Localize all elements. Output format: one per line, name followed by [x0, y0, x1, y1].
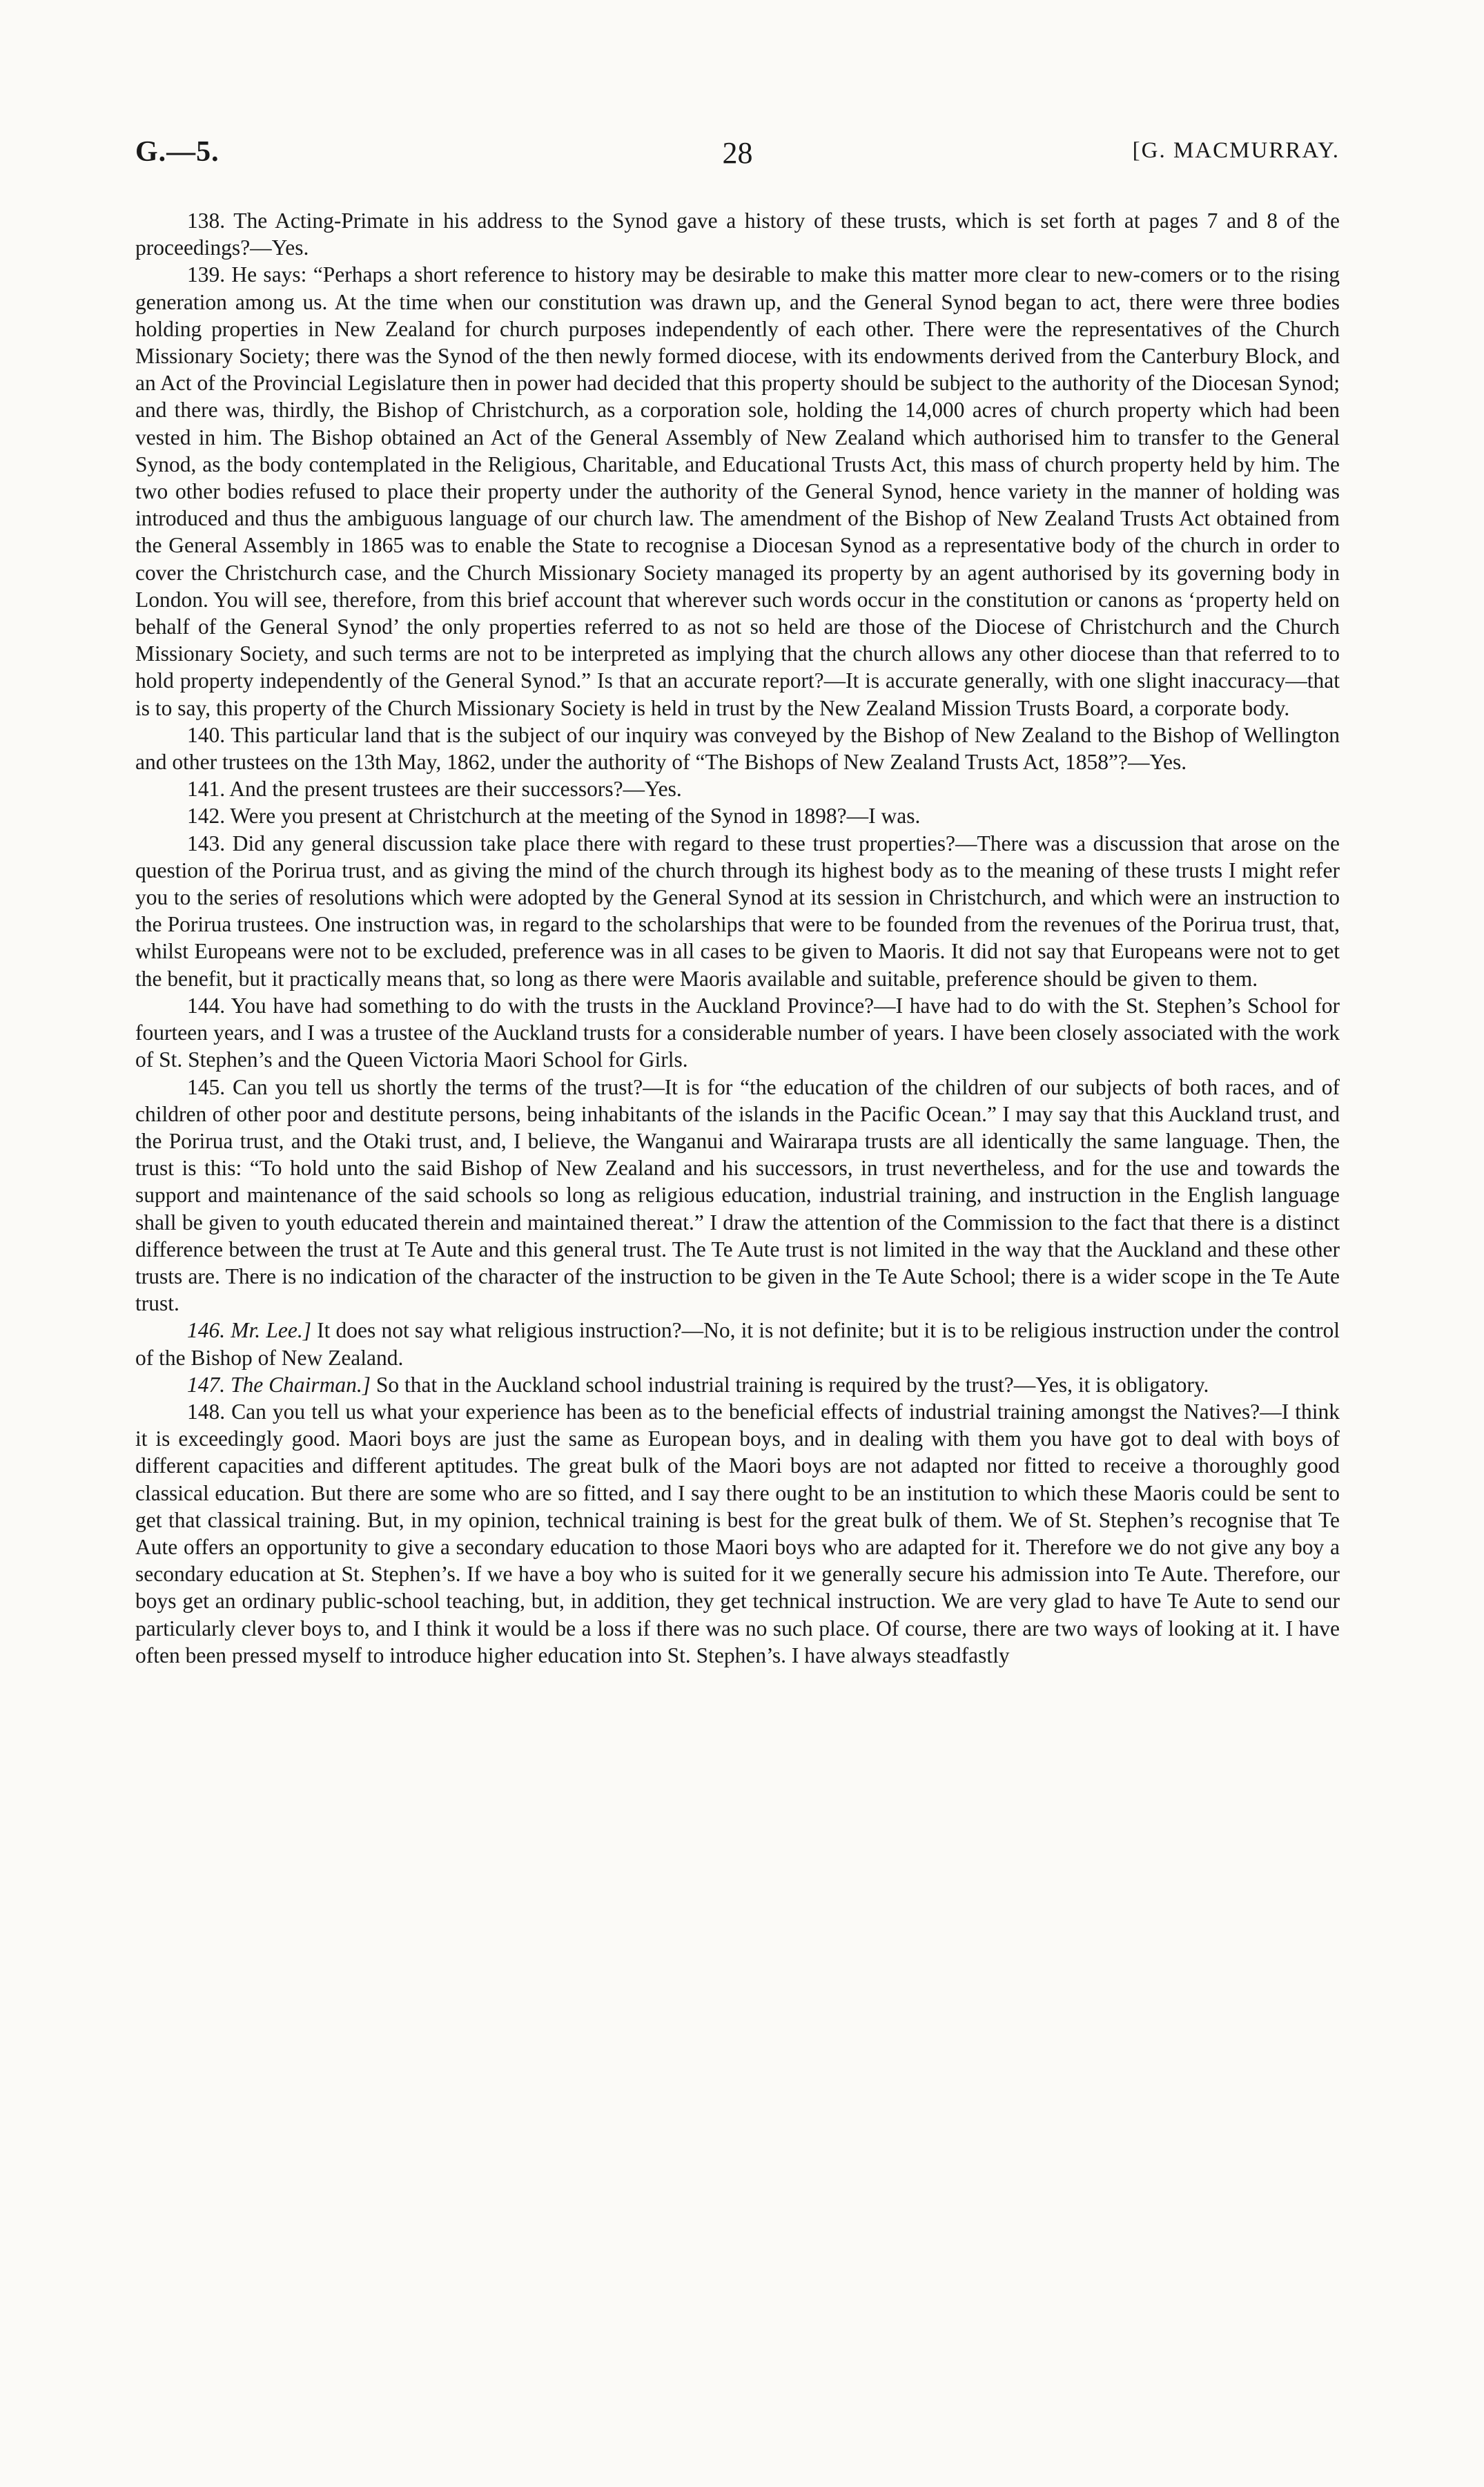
- paragraph-144: 144. You have had something to do with the trusts in the Auckland Province?—I have had to do with the St. Stephen’s School for fourteen years, and I was a trustee of the Auckland trusts for a considerable number of years. I have been closely associated with the work of St. Stephen’s and the Queen Victoria Maori School for Girls.: [135, 993, 1340, 1072]
- paragraph-139: 139. He says: “Perhaps a short reference to history may be desirable to make this matter more clear to new-comers or to the rising generation among us. At the time when our constitution was drawn up, and the General Synod began to act, there were three bodies holding properties in New Zealand for church purposes independently of each other. There were the representatives of the Church Missionary Society; there was the Synod of the then newly formed diocese, with its endowments derived from the Canterbury Block, and an Act of the Provincial Legislature then in power had decided that this property should be subject to the authority of the Diocesan Synod; and there was, thirdly, the Bishop of Christchurch, as a corporation sole, holding the 14,000 acres of church property which had been vested in him. The Bishop obtained an Act of the General Assembly of New Zealand which authorised him to transfer to the General Synod, as the body contemplated in the Religious, Charitable, and Educational Trusts Act, this mass of church property held by him. The two other bodies refused to place their property under the authority of the General Synod, hence variety in the manner of holding was introduced and thus the ambiguous language of our church law. The amendment of the Bishop of New Zealand Trusts Act obtained from the General Assembly in 1865 was to enable the State to recognise a Diocesan Synod as a representative body of the church in order to cover the Christchurch case, and the Church Missionary Society managed its property by an agent authorised by its governing body in London. You will see, therefore, from this brief account that wherever such words occur in the constitution or canons as ‘property held on behalf of the General Synod’ the only properties referred to as not so held are those of the Diocese of Christchurch and the Church Missionary Society, and such terms are not to be interpreted as implying that the church allows any other diocese than that referred to to hold property independently of the General Synod.” Is that an accurate report?—It is accurate generally, with one slight inaccuracy—that is to say, this property of the Church Missionary Society is held in trust by the New Zealand Mission Trusts Board, a corporate body.: [135, 262, 1340, 720]
- paragraph-146: 146. Mr. Lee.] It does not say what religious instruction?—No, it is not definite; but it is to be religious instruction under the control of the Bishop of New Zealand.: [135, 1318, 1340, 1370]
- paragraph-142: 142. Were you present at Christchurch at the meeting of the Synod in 1898?—I was.: [187, 804, 921, 829]
- paragraph-145: 145. Can you tell us shortly the terms of the trust?—It is for “the education of the children of our subjects of both races, and of children of other poor and destitute persons, being inhabitants of the islands in the Pacific Ocean.” I may say that this Auckland trust, and the Porirua trust, and the Otaki trust, and, I believe, the Wanganui and Wairarapa trusts are all identically the same language. Then, the trust is this: “To hold unto the said Bishop of New Zealand and his successors, in trust nevertheless, and for the use and towards the support and maintenance of the said schools so long as religious education, industrial training, and instruction in the English language shall be given to youth educated therein and maintained thereat.” I draw the attention of the Commission to the fact that there is a distinct difference between the trust at Te Aute and this general trust. The Te Aute trust is not limited in the way that the Auckland and these other trusts are. There is no indication of the character of the instruction to be given in the Te Aute School; there is a wider scope in the Te Aute trust.: [135, 1074, 1340, 1316]
- header-document-reference: G.—5.: [135, 136, 219, 168]
- paragraph-148: 148. Can you tell us what your experience has been as to the beneficial effects of industrial training amongst the Natives?—I think it is exceedingly good. Maori boys are just the same as European boys, and in dealing with them you have got to deal with boys of different capacities and different aptitudes. The great bulk of the Maori boys are not adapted nor fitted to receive a thoroughly good classical education. But there are some who are so fitted, and I say there ought to be an institution to which these Maoris could be sent to get that classical training. But, in my opinion, technical training is best for the great bulk of them. We of St. Stephen’s recognise that Te Aute offers an opportunity to give a secondary education to those Maori boys who are adapted for it. Therefore we do not give any boy a secondary education at St. Stephen’s. If we have a boy who is suited for it we generally secure his admission into Te Aute. Therefore, our boys get an ordinary public-school teaching, but, in addition, they get technical instruction. We are very glad to have Te Aute to send our particularly clever boys to, and I think it would be a loss if there was no such place. Of course, there are two ways of looking at it. I have often been pressed myself to introduce higher education into St. Stephen’s. I have always steadfastly: [135, 1399, 1340, 1667]
- body-text: [135, 207, 1340, 1669]
- paragraph-138: 138. The Acting-Primate in his address to the Synod gave a history of these trusts, which is set forth at pages 7 and 8 of the proceedings?—Yes.: [135, 209, 1340, 260]
- paragraph-140: 140. This particular land that is the subject of our inquiry was conveyed by the Bishop of New Zealand to the Bishop of Wellington and other trustees on the 13th May, 1862, under the authority of “The Bishops of New Zealand Trusts Act, 1858”?—Yes.: [135, 722, 1340, 775]
- paragraph-143: 143. Did any general discussion take place there with regard to these trust properties?—There was a discussion that arose on the question of the Porirua trust, and as giving the mind of the church through its highest body as to the meaning of these trusts I might refer you to the series of resolutions which were adopted by the General Synod at its session in Christchurch, and which were an instruction to the Porirua trustees. One instruction was, in regard to the scholarships that were to be founded from the revenues of the Porirua trust, that, whilst Europeans were not to be excluded, preference was in all cases to be given to Maoris. It did not say that Europeans were not to get the benefit, but it practically means that, so long as there were Maoris available and suitable, preference should be given to them.: [135, 831, 1340, 991]
- paragraph-141: 141. And the present trustees are their successors?—Yes.: [187, 777, 682, 802]
- paragraph-147: 147. The Chairman.] So that in the Auckland school industrial training is required by the trust?—Yes, it is obligatory.: [187, 1372, 1209, 1397]
- header-page-number: 28: [722, 136, 753, 170]
- header-witness-name: [G. MACMURRAY.: [1132, 138, 1340, 163]
- page-header: [135, 135, 1340, 177]
